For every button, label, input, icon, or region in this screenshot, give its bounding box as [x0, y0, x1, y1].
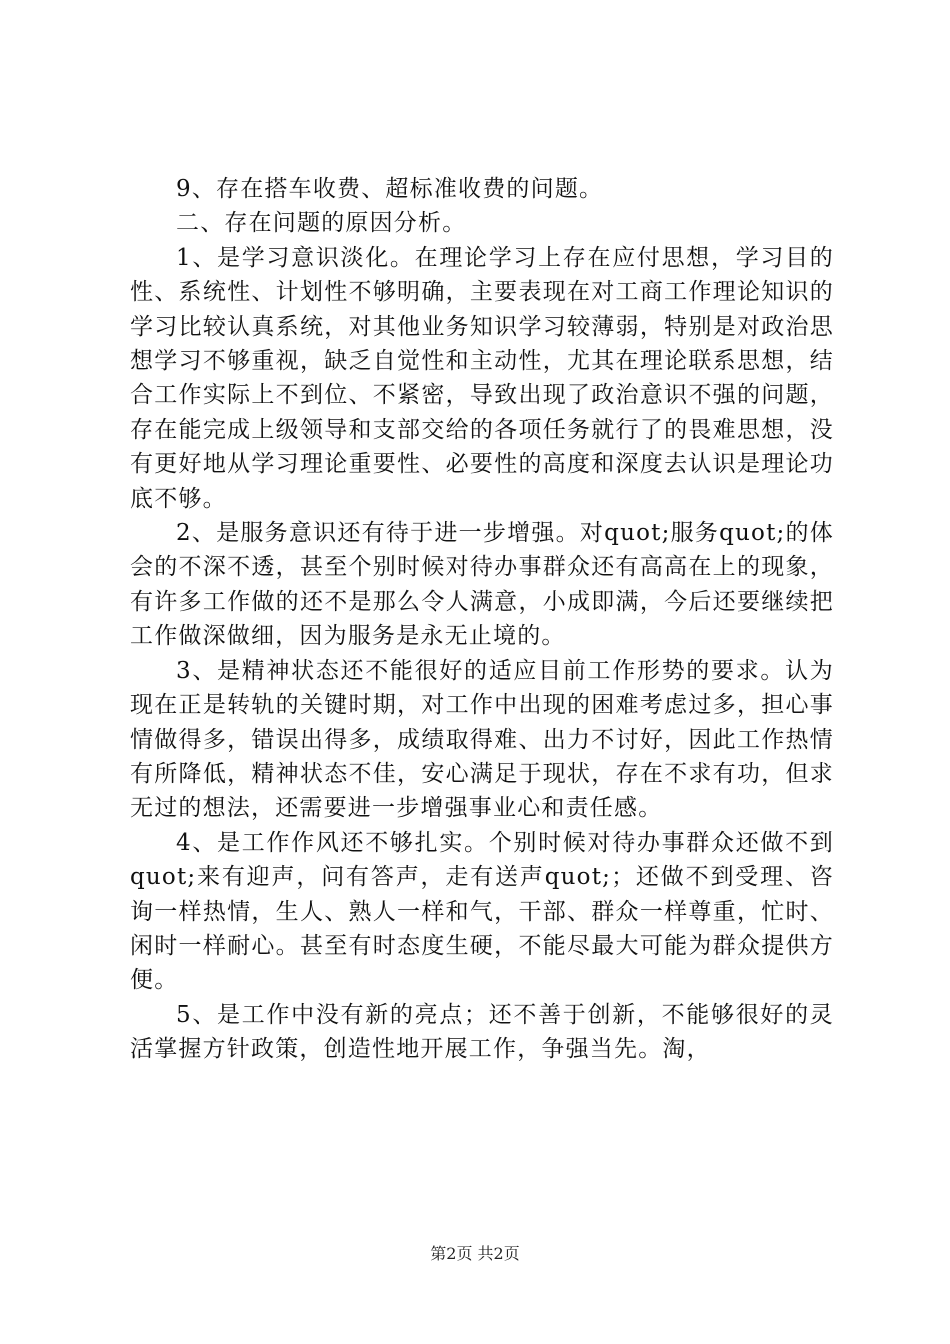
- paragraph-service-awareness: 2、是服务意识还有待于进一步增强。对quot;服务quot;的体会的不深不透，甚至个别时候对待办事群众还有高高在上的现象，有许多工作做的还不是那么令人满意，小成即满，今后还要继续把工作做深做细，因为服务是永无止境的。: [130, 520, 834, 650]
- paragraph-work-style: 4、是工作作风还不够扎实。个别时候对待办事群众还做不到quot;来有迎声，问有答声，走有送声quot;；还做不到受理、咨询一样热情，生人、熟人一样和气，干部、群众一样尊重，忙时、闲时一样耐心。甚至有时态度生硬，不能尽最大可能为群众提供方便。: [130, 829, 834, 994]
- document-body: [130, 172, 834, 1067]
- paragraph-mental-state: 3、是精神状态还不能很好的适应目前工作形势的要求。认为现在正是转轨的关键时期，对工作中出现的困难考虑过多，担心事情做得多，错误出得多，成绩取得难、出力不讨好，因此工作热情有所降低，精神状态不佳，安心满足于现状，存在不求有功，但求无过的想法，还需要进一步增强事业心和责任感。: [130, 657, 834, 822]
- section-heading-cause-analysis: 二、存在问题的原因分析。: [176, 210, 467, 237]
- paragraph-innovation: 5、是工作中没有新的亮点；还不善于创新，不能够很好的灵活掌握方针政策，创造性地开展工作，争强当先。淘，: [130, 1001, 834, 1063]
- paragraph-item-9: 9、存在搭车收费、超标准收费的问题。: [176, 176, 604, 202]
- page-number-footer: 第2页 共2页: [430, 1244, 520, 1263]
- paragraph-study-awareness: 1、是学习意识淡化。在理论学习上存在应付思想，学习目的性、系统性、计划性不够明确，主要表现在对工商工作理论知识的学习比较认真系统，对其他业务知识学习较薄弱，特别是对政治思想学习不够重视，缺乏自觉性和主动性，尤其在理论联系思想，结合工作实际上不到位、不紧密，导致出现了政治意识不强的问题，存在能完成上级领导和支部交给的各项任务就行了的畏难思想，没有更好地从学习理论重要性、必要性的高度和深度去认识是理论功底不够。: [130, 244, 834, 512]
